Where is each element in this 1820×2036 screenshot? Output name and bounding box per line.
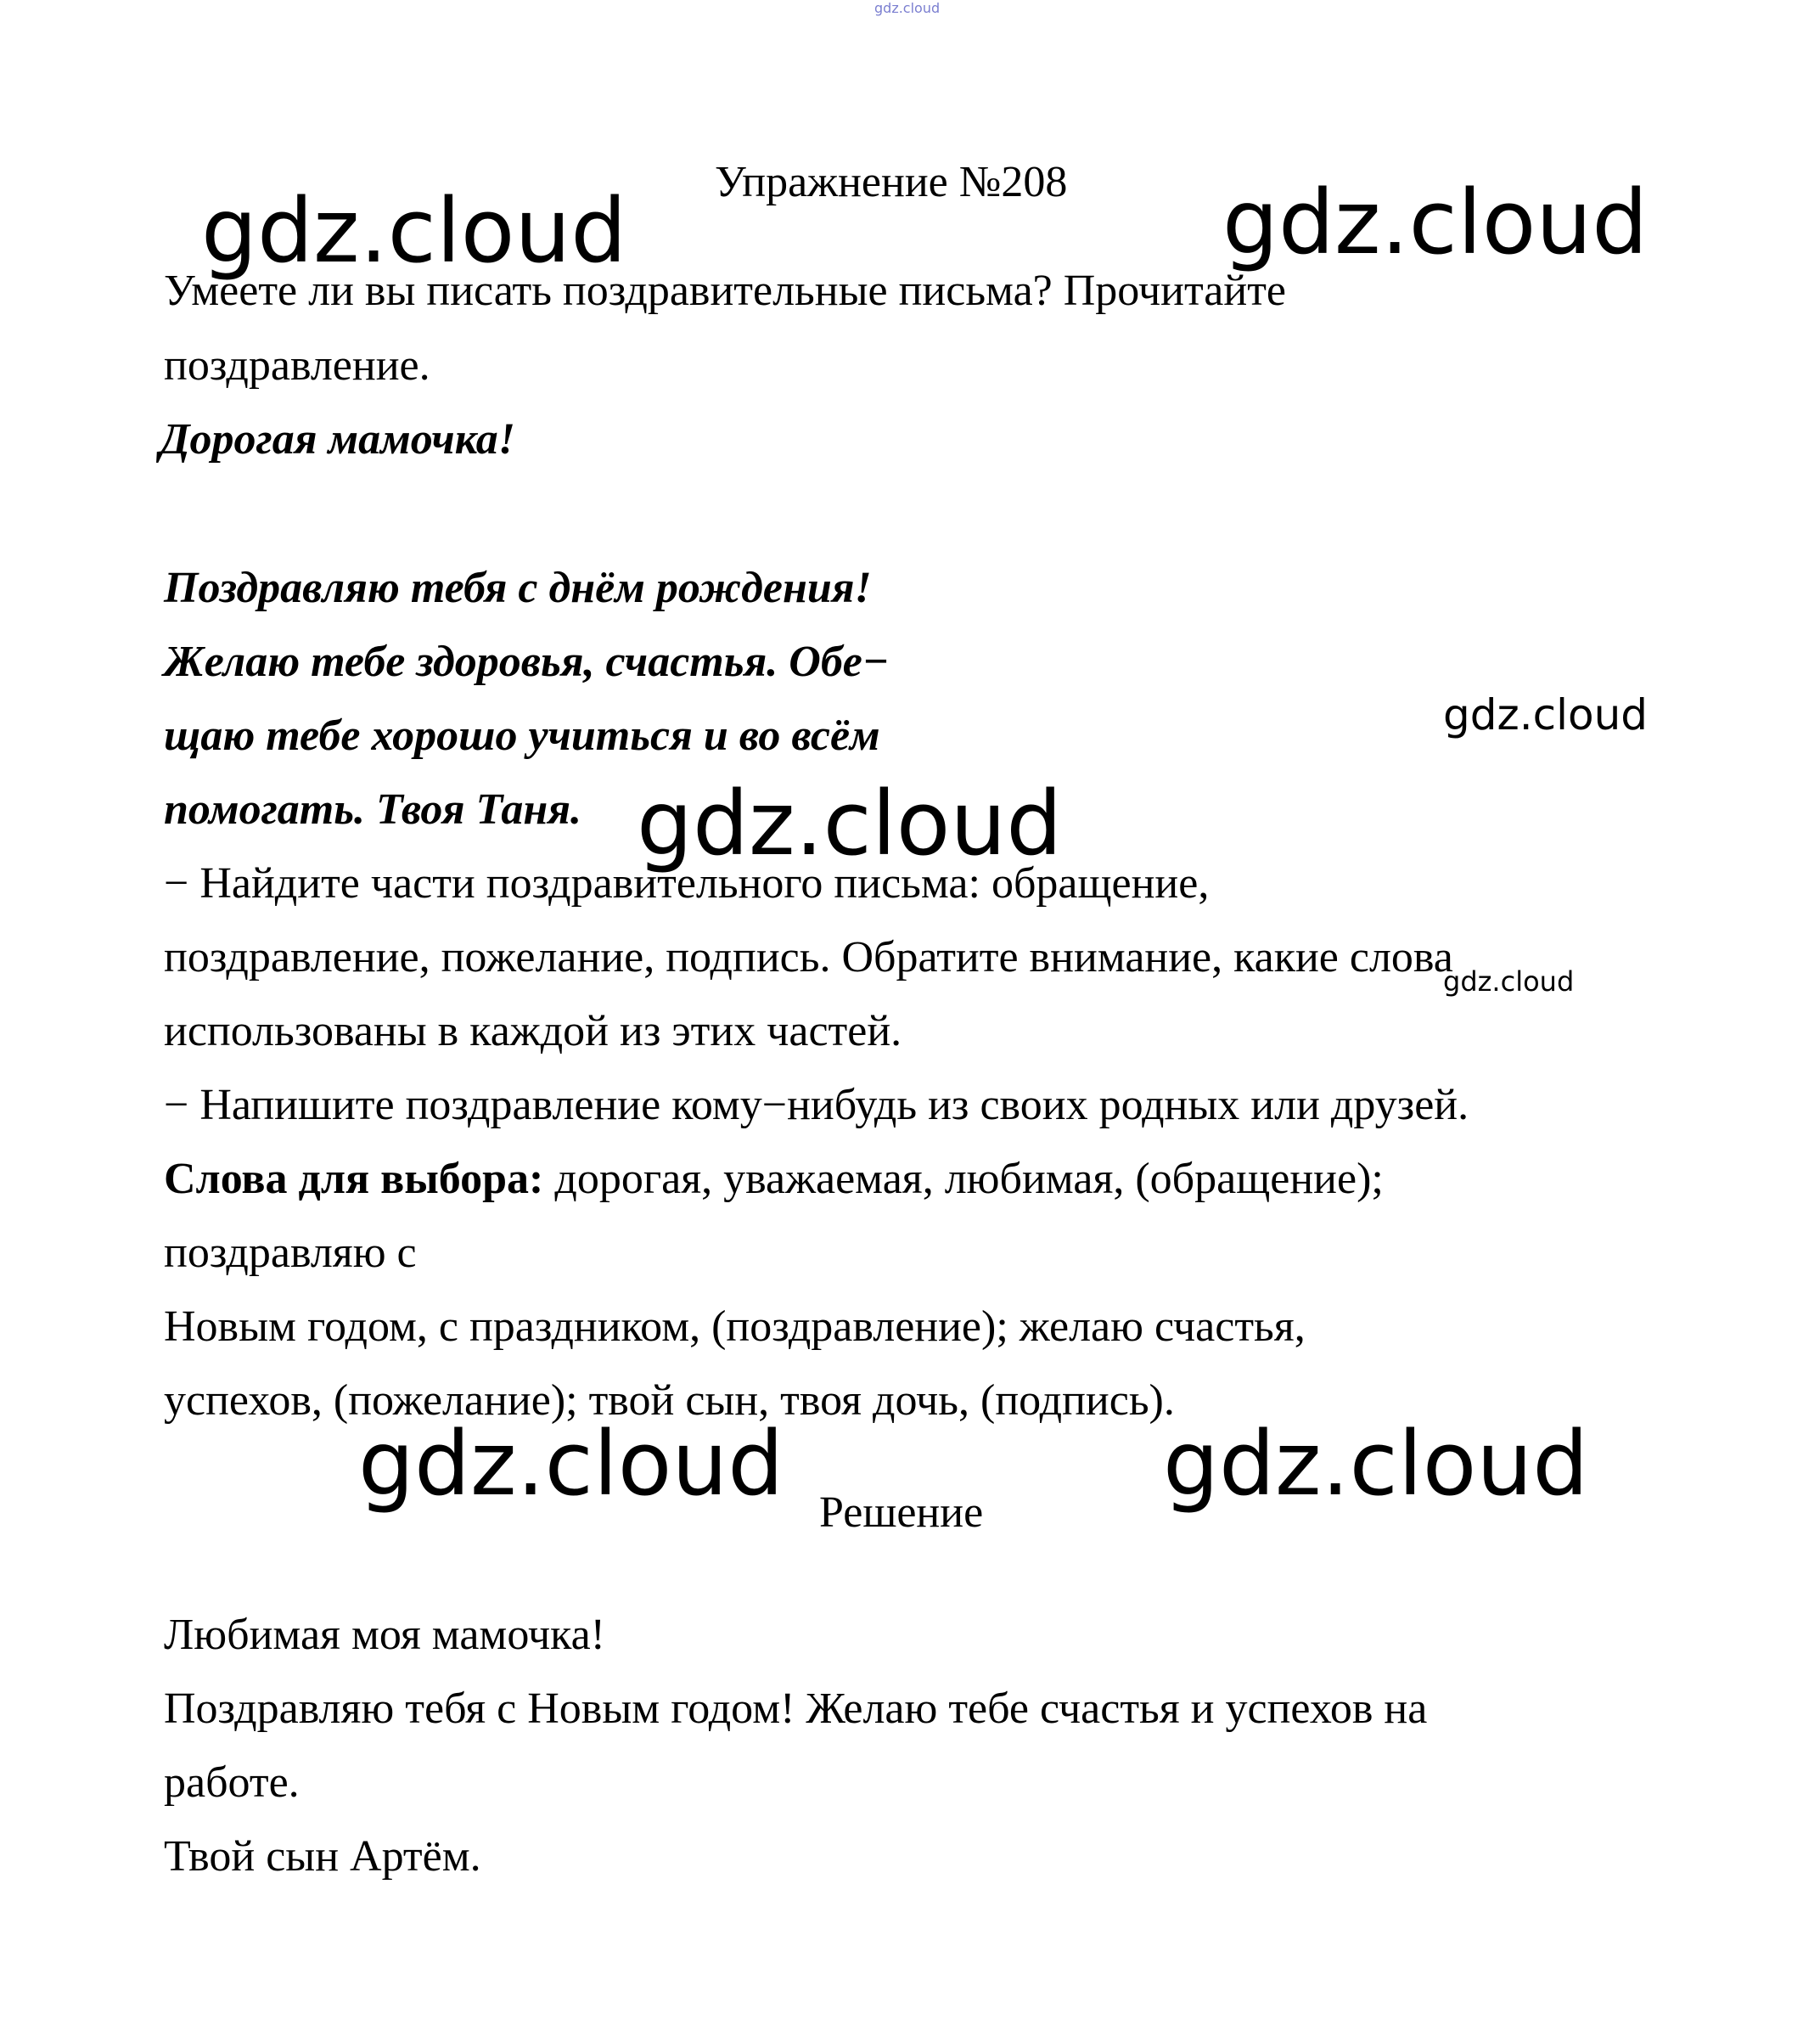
watermark-3: gdz.cloud bbox=[1443, 690, 1649, 740]
letter-line-4: помогать. Твоя Таня. bbox=[164, 785, 582, 834]
watermark-5: gdz.cloud bbox=[1443, 965, 1575, 998]
watermark-top-small: gdz.cloud bbox=[874, 0, 941, 16]
words-line-3: Новым годом, с праздником, (поздравление); желаю счастья, bbox=[164, 1302, 1306, 1351]
task-1-line-2: поздравление, пожелание, подпись. Обратите внимание, какие слова bbox=[164, 933, 1453, 981]
letter-line-2: Желаю тебе здоровья, счастья. Обе− bbox=[164, 638, 890, 686]
task-1-line-1: − Найдите части поздравительного письма: обращение, bbox=[164, 859, 1210, 908]
exercise-intro-line-1: Умеете ли вы писать поздравительные письма? Прочитайте bbox=[164, 267, 1287, 315]
letter-line-3: щаю тебе хорошо учиться и во всём bbox=[164, 711, 880, 760]
exercise-intro-line-2: поздравление. bbox=[164, 341, 430, 390]
watermark-1: gdz.cloud bbox=[201, 179, 627, 283]
words-line-2: поздравляю с bbox=[164, 1229, 417, 1277]
exercise-title: Упражнение №208 bbox=[715, 158, 1068, 206]
words-label: Слова для выбора: bbox=[164, 1155, 544, 1203]
watermark-2: gdz.cloud bbox=[1222, 171, 1649, 274]
words-line-1 bbox=[164, 1154, 1384, 1205]
letter-greeting: Дорогая мамочка! bbox=[160, 415, 515, 464]
solution-title: Решение bbox=[819, 1488, 984, 1537]
words-list-1: дорогая, уважаемая, любимая, (обращение); bbox=[543, 1155, 1384, 1203]
watermark-4: gdz.cloud bbox=[637, 772, 1063, 875]
solution-line-2: Поздравляю тебя с Новым годом! Желаю тебе счастья и успехов на bbox=[164, 1684, 1428, 1733]
task-1-line-3: использованы в каждой из этих частей. bbox=[164, 1007, 902, 1055]
watermark-7: gdz.cloud bbox=[1163, 1412, 1589, 1516]
letter-line-1: Поздравляю тебя с днём рождения! bbox=[164, 564, 872, 612]
words-line-4: успехов, (пожелание); твой сын, твоя дочь, (подпись). bbox=[164, 1376, 1175, 1425]
solution-line-1: Любимая моя мамочка! bbox=[164, 1611, 605, 1659]
task-2: − Напишите поздравление кому−нибудь из своих родных или друзей. bbox=[164, 1081, 1469, 1129]
solution-line-4: Твой сын Артём. bbox=[164, 1832, 481, 1881]
watermark-6: gdz.cloud bbox=[358, 1412, 784, 1516]
solution-line-3: работе. bbox=[164, 1758, 300, 1807]
